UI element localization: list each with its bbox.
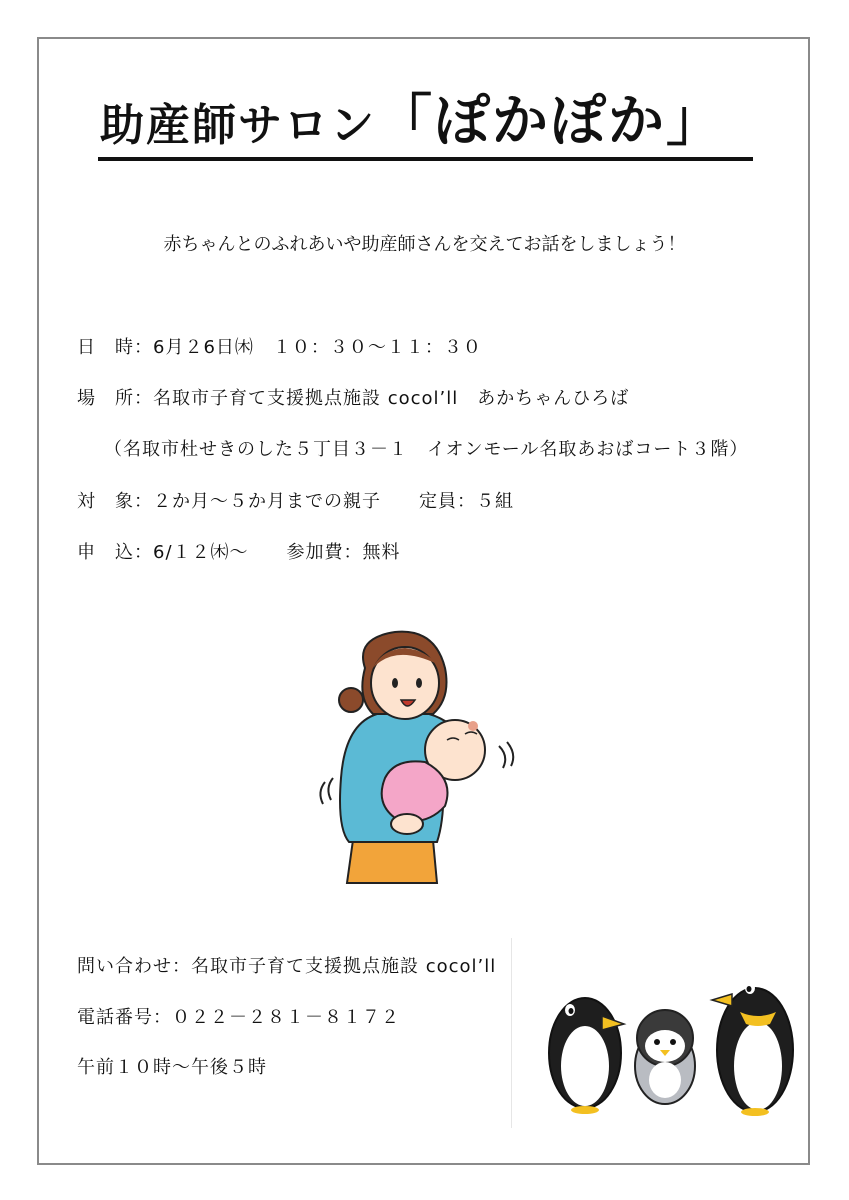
phone-line: 電話番号：０２２－２８１－８１７２ — [77, 1007, 400, 1028]
apply-line: 申 込：6/１２㈭～ 参加費：無料 — [77, 542, 401, 563]
penguin-family-illustration — [540, 958, 805, 1118]
mother-holding-baby-illustration — [315, 628, 525, 888]
title-underline — [98, 157, 753, 161]
subtitle: 赤ちゃんとのふれあいや助産師さんを交えてお話をしましょう！ — [163, 234, 686, 255]
address-line: （名取市杜せきのした５丁目３－１ イオンモール名取あおばコート３階） — [104, 439, 749, 460]
inquiry-line: 問い合わせ：名取市子育て支援拠点施設 cocol’ll — [77, 956, 497, 977]
divider — [511, 938, 512, 1128]
hours-line: 午前１０時～午後５時 — [77, 1057, 267, 1078]
title-name: 「ぽかぽか」 — [376, 89, 724, 154]
target-line: 対 象：２か月～５か月までの親子 定員：５組 — [77, 491, 514, 512]
datetime-line: 日 時：6月２6日㈭ １０：３０～１１：３０ — [77, 337, 482, 358]
place-line: 場 所：名取市子育て支援拠点施設 cocol’ll あかちゃんひろば — [77, 388, 630, 409]
page-title — [100, 89, 752, 154]
title-main: 助産師サロン — [100, 100, 376, 151]
